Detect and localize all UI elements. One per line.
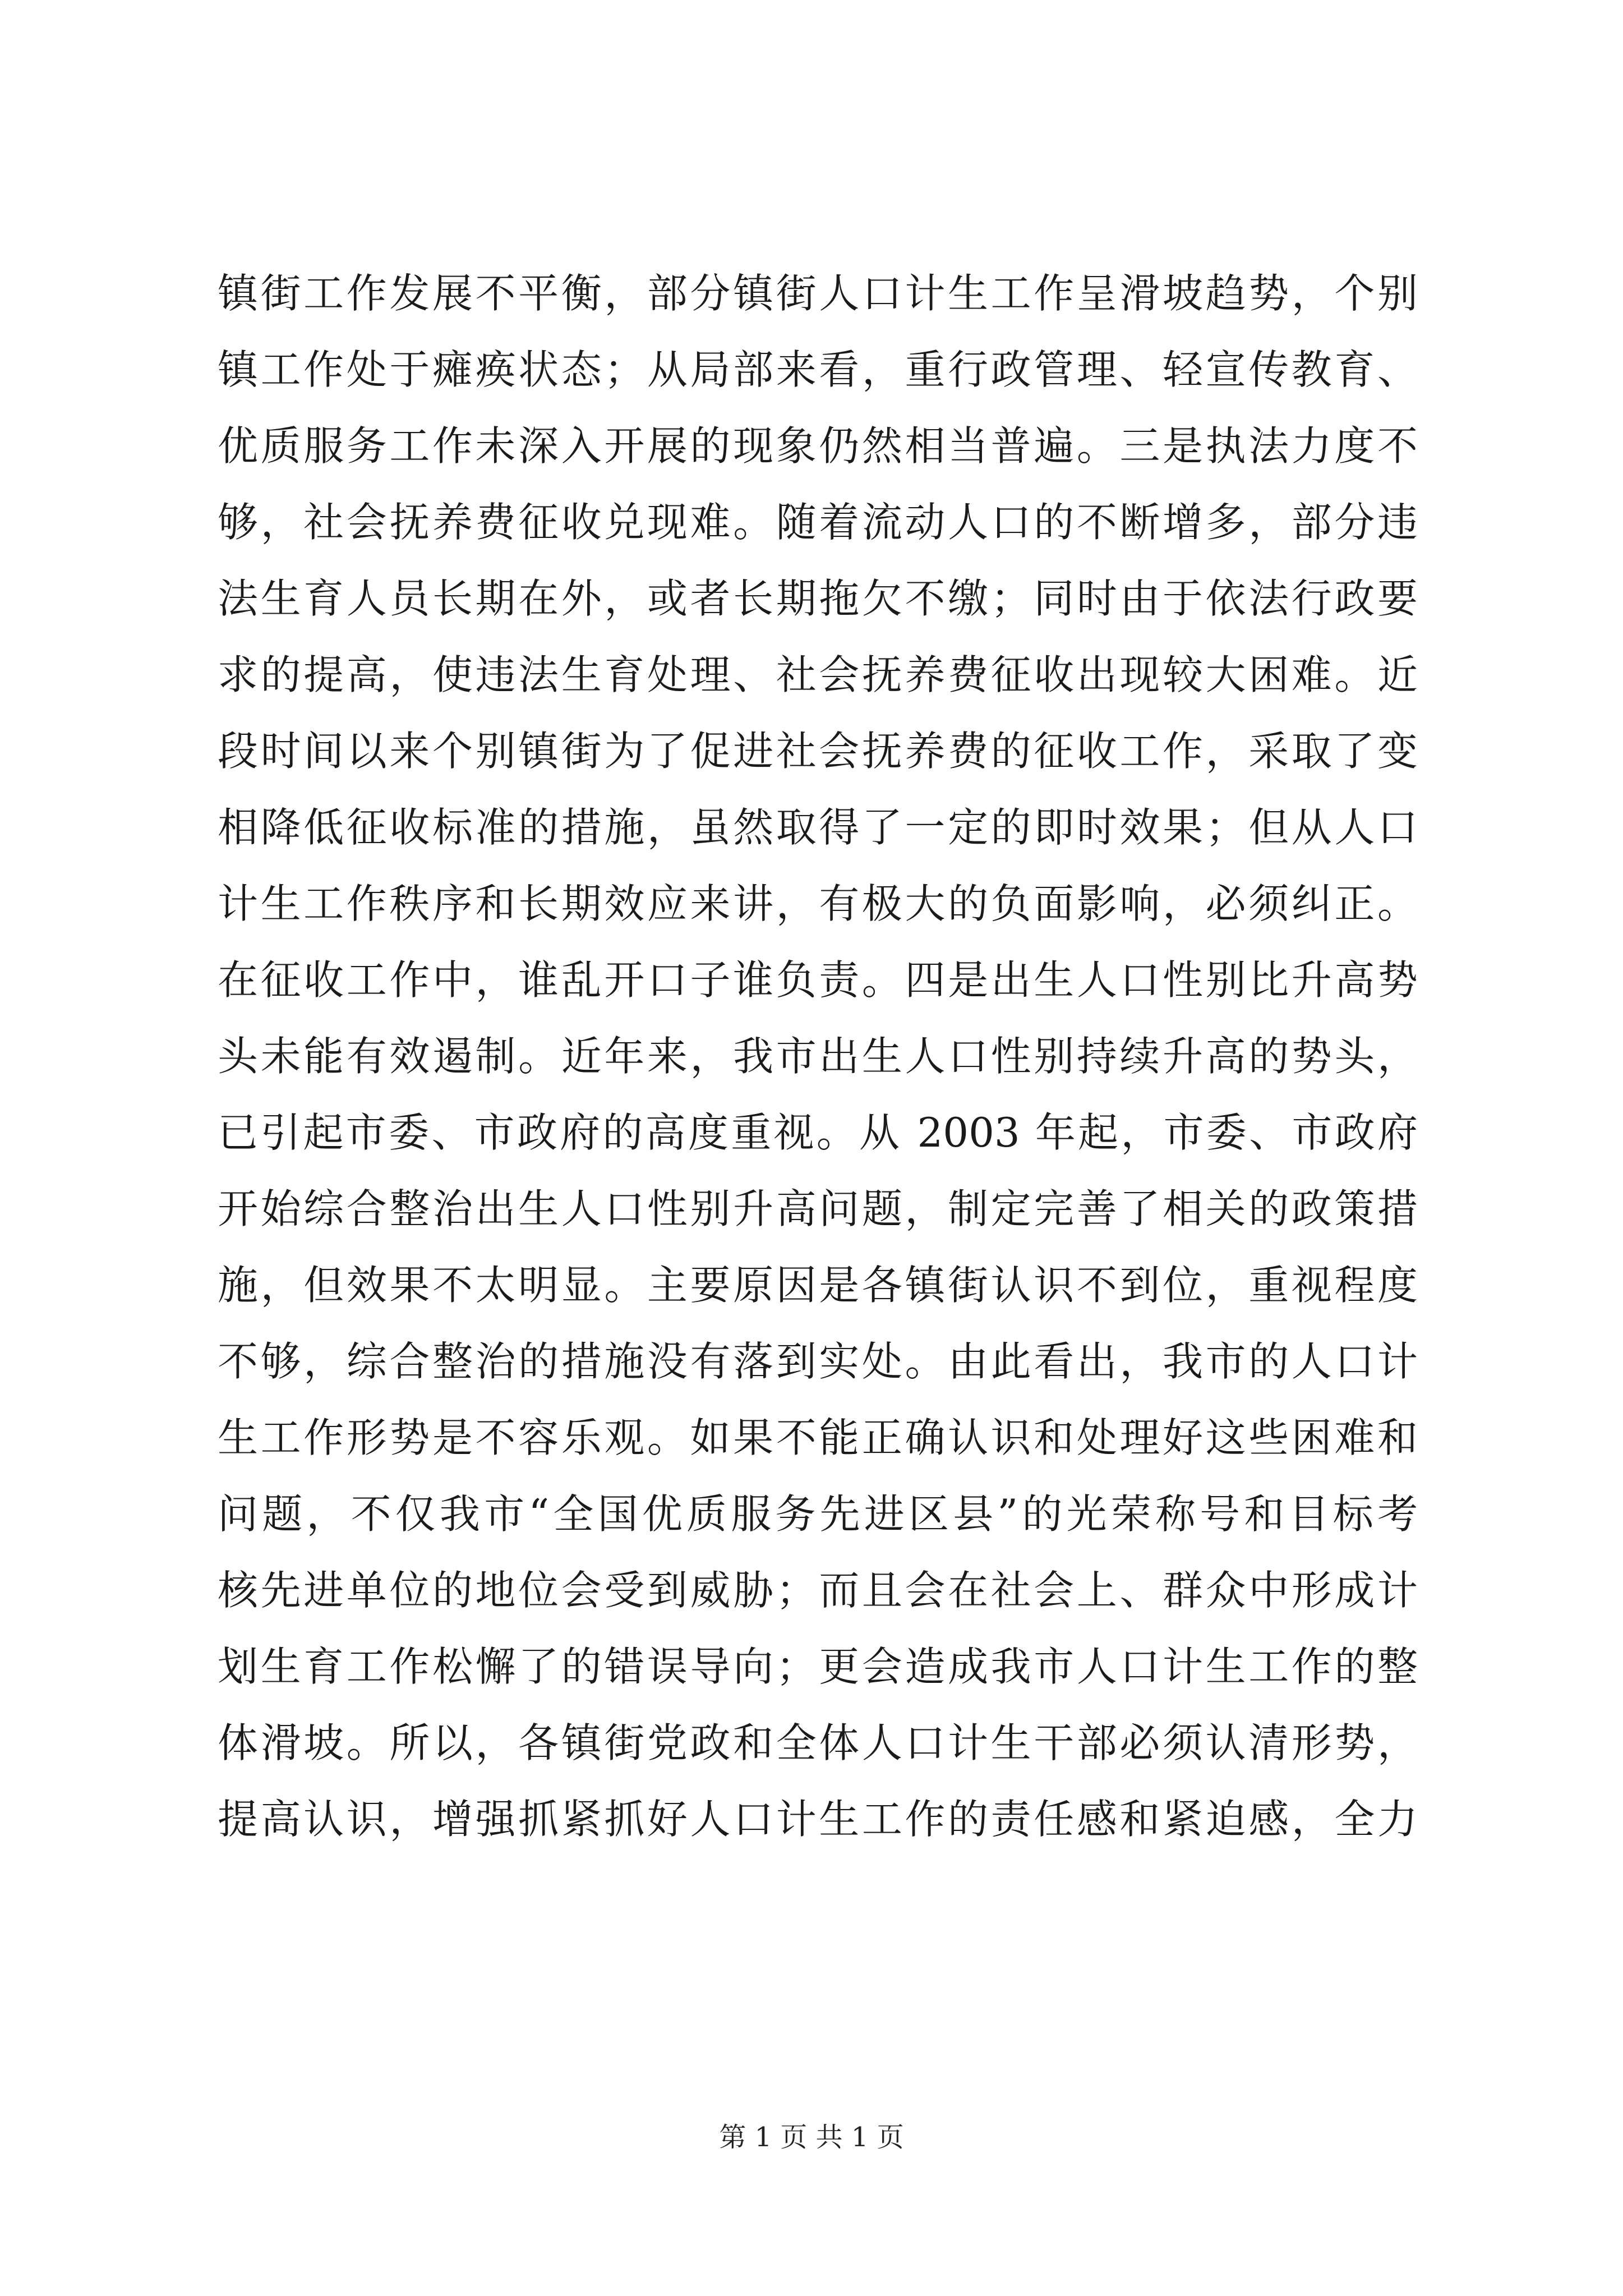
text-line: 求的提高，使违法生育处理、社会抚养费征收出现较大困难。近 bbox=[218, 651, 1418, 698]
text-line: 划生育工作松懈了的错误导向；更会造成我市人口计生工作的整 bbox=[218, 1643, 1418, 1690]
text-line: 计生工作秩序和长期效应来讲，有极大的负面影响，必须纠正。 bbox=[218, 880, 1418, 927]
text-line: 体滑坡。所以，各镇街党政和全体人口计生干部必须认清形势， bbox=[218, 1719, 1418, 1766]
text-line: 问题，不仅我市“全国优质服务先进区县”的光荣称号和目标考 bbox=[218, 1490, 1418, 1538]
text-line: 够，社会抚养费征收兑现难。随着流动人口的不断增多，部分违 bbox=[218, 499, 1418, 546]
text-line: 镇街工作发展不平衡，部分镇街人口计生工作呈滑坡趋势，个别 bbox=[218, 270, 1418, 317]
text-line: 在征收工作中，谁乱开口子谁负责。四是出生人口性别比升高势 bbox=[218, 956, 1418, 1004]
text-line: 头未能有效遏制。近年来，我市出生人口性别持续升高的势头， bbox=[218, 1033, 1418, 1080]
body-text bbox=[218, 255, 1418, 1857]
text-line: 开始综合整治出生人口性别升高问题，制定完善了相关的政策措 bbox=[218, 1185, 1418, 1232]
text-line: 法生育人员长期在外，或者长期拖欠不缴；同时由于依法行政要 bbox=[218, 575, 1418, 622]
text-line: 核先进单位的地位会受到威胁；而且会在社会上、群众中形成计 bbox=[218, 1567, 1418, 1614]
text-line: 镇工作处于瘫痪状态；从局部来看，重行政管理、轻宣传教育、 bbox=[218, 346, 1418, 393]
text-line: 不够，综合整治的措施没有落到实处。由此看出，我市的人口计 bbox=[218, 1338, 1418, 1385]
page-number-label: 第 1 页 共 1 页 bbox=[719, 2122, 904, 2153]
text-line: 优质服务工作未深入开展的现象仍然相当普遍。三是执法力度不 bbox=[218, 422, 1418, 470]
page-footer bbox=[0, 2120, 1623, 2154]
text-line: 施，但效果不太明显。主要原因是各镇街认识不到位，重视程度 bbox=[218, 1262, 1418, 1309]
text-line: 已引起市委、市政府的高度重视。从 2003 年起，市委、市政府 bbox=[218, 1109, 1418, 1156]
text-line: 相降低征收标准的措施，虽然取得了一定的即时效果；但从人口 bbox=[218, 804, 1418, 851]
text-line: 生工作形势是不容乐观。如果不能正确认识和处理好这些困难和 bbox=[218, 1414, 1418, 1461]
text-line: 段时间以来个别镇街为了促进社会抚养费的征收工作，采取了变 bbox=[218, 728, 1418, 775]
text-line: 提高认识，增强抓紧抓好人口计生工作的责任感和紧迫感，全力 bbox=[218, 1796, 1418, 1843]
